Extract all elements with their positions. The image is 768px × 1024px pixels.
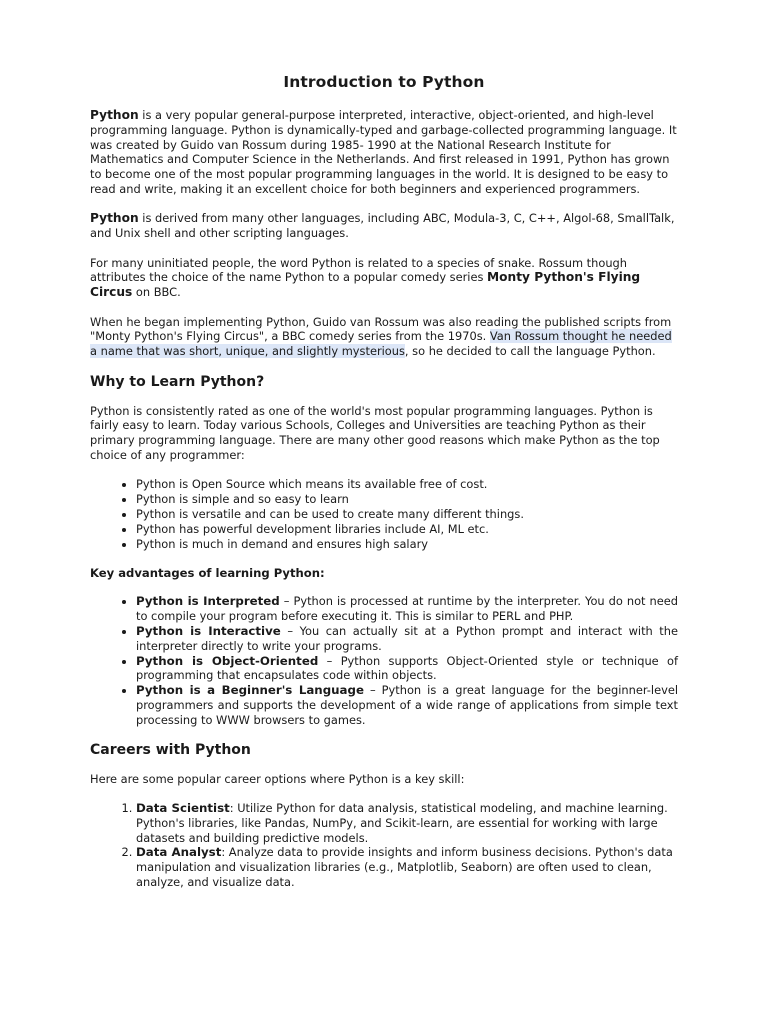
list-item bbox=[136, 683, 678, 727]
advantage-desc: – Python is a great language for the beginner-level programmers and supports the development of a wide range of applications from simple text processing to WWW browsers to games. bbox=[136, 683, 678, 727]
selected-text-highlight[interactable]: Van Rossum thought he needed a name that was short, unique, and slightly mysterious bbox=[90, 329, 672, 359]
advantage-desc: – You can actually sit at a Python prompt and interact with the interpreter directly to write your programs. bbox=[136, 624, 679, 653]
careers-heading: Careers with Python bbox=[90, 741, 251, 758]
advantage-term: Python is a Beginner's Language bbox=[136, 683, 364, 698]
list-item: • Python is simple and so easy to learn bbox=[136, 492, 678, 507]
advantages-list bbox=[90, 594, 678, 727]
advantage-term: Python is Interpreted bbox=[136, 594, 280, 609]
career-term: Data Scientist bbox=[136, 801, 230, 816]
monty-python-title: Monty Python's Flying Circus bbox=[90, 270, 641, 300]
intro-paragraph-1 bbox=[90, 108, 678, 197]
careers-intro: Here are some popular career options where Python is a key skill: bbox=[90, 771, 465, 786]
list-item: • Python is much in demand and ensures high salary bbox=[136, 537, 678, 552]
career-term: Data Analyst bbox=[136, 845, 222, 860]
intro-text-3-tail: on BBC. bbox=[132, 285, 181, 300]
career-desc: : Utilize Python for data analysis, statistical modeling, and machine learning. Python's libraries, like Pandas, NumPy, and Scikit-learn, are essential for working with large datasets and building predictive models. bbox=[136, 801, 668, 845]
page-title: Introduction to Python bbox=[283, 73, 485, 91]
list-item bbox=[136, 845, 678, 889]
list-item: • Python is versatile and can be used to create many different things. bbox=[136, 507, 678, 522]
list-item bbox=[136, 654, 678, 684]
intro-text-3: For many uninitiated people, the word Python is related to a species of snake. Rossum though attributes the choice of the name Python to a popular comedy series bbox=[90, 255, 628, 285]
advantages-heading: Key advantages of learning Python: bbox=[90, 565, 325, 580]
intro-text-2: is derived from many other languages, including ABC, Modula-3, C, C++, Algol-68, SmallTalk, and Unix shell and other scripting languages. bbox=[90, 211, 675, 241]
advantage-term: Python is Object-Oriented bbox=[136, 653, 319, 668]
list-item bbox=[136, 594, 678, 624]
intro-text-1: is a very popular general-purpose interpreted, interactive, object-oriented, and high-level programming language. Python is dynamically-typed and garbage-collected programming language. It was created by Guido van Rossum during 1985- 1990 at the National Research Institute for Mathematics and Computer Science in the Netherlands. And first released in 1991, Python has grown to become one of the most popular programming languages in the world. It is designed to be easy to read and write, making it an excellent choice for both beginners and experienced programmers. bbox=[90, 108, 677, 196]
intro-lead-python-1: Python bbox=[90, 108, 139, 122]
intro-paragraph-4 bbox=[90, 315, 678, 359]
advantage-desc: – Python is processed at runtime by the interpreter. You do not need to compile your program before executing it. This is similar to PERL and PHP. bbox=[136, 594, 678, 624]
list-item: • Python is Open Source which means its available free of cost. bbox=[136, 477, 678, 492]
advantage-term: Python is Interactive bbox=[136, 624, 281, 639]
why-paragraph: Python is consistently rated as one of the world's most popular programming languages. Python is fairly easy to learn. Today various Schools, Colleges and Universities are teaching Python as their primary programming language. There are many other good reasons which make Python as the top choice of any programmer: bbox=[90, 403, 660, 462]
careers-list bbox=[90, 801, 678, 890]
reasons-list bbox=[90, 477, 678, 551]
list-item bbox=[136, 624, 678, 654]
list-item: • Python has powerful development libraries include AI, ML etc. bbox=[136, 522, 678, 537]
intro-paragraph-2 bbox=[90, 211, 678, 241]
career-desc: : Analyze data to provide insights and inform business decisions. Python's data manipulation and visualization libraries (e.g., Matplotlib, Seaborn) are often used to clean, analyze, and visualize data. bbox=[136, 845, 673, 890]
document-page bbox=[90, 73, 678, 890]
why-heading: Why to Learn Python? bbox=[90, 373, 265, 390]
intro-paragraph-3 bbox=[90, 256, 678, 300]
advantage-desc: – Python supports Object-Oriented style or technique of programming that encapsulates code within objects. bbox=[136, 653, 679, 683]
intro-lead-python-2: Python bbox=[90, 211, 139, 226]
list-item bbox=[136, 801, 678, 845]
intro-text-4: When he began implementing Python, Guido van Rossum was also reading the published scripts from "Monty Python's Flying Circus", a BBC comedy series from the 1970s. bbox=[90, 314, 672, 344]
intro-text-4-tail: , so he decided to call the language Python. bbox=[404, 344, 656, 359]
